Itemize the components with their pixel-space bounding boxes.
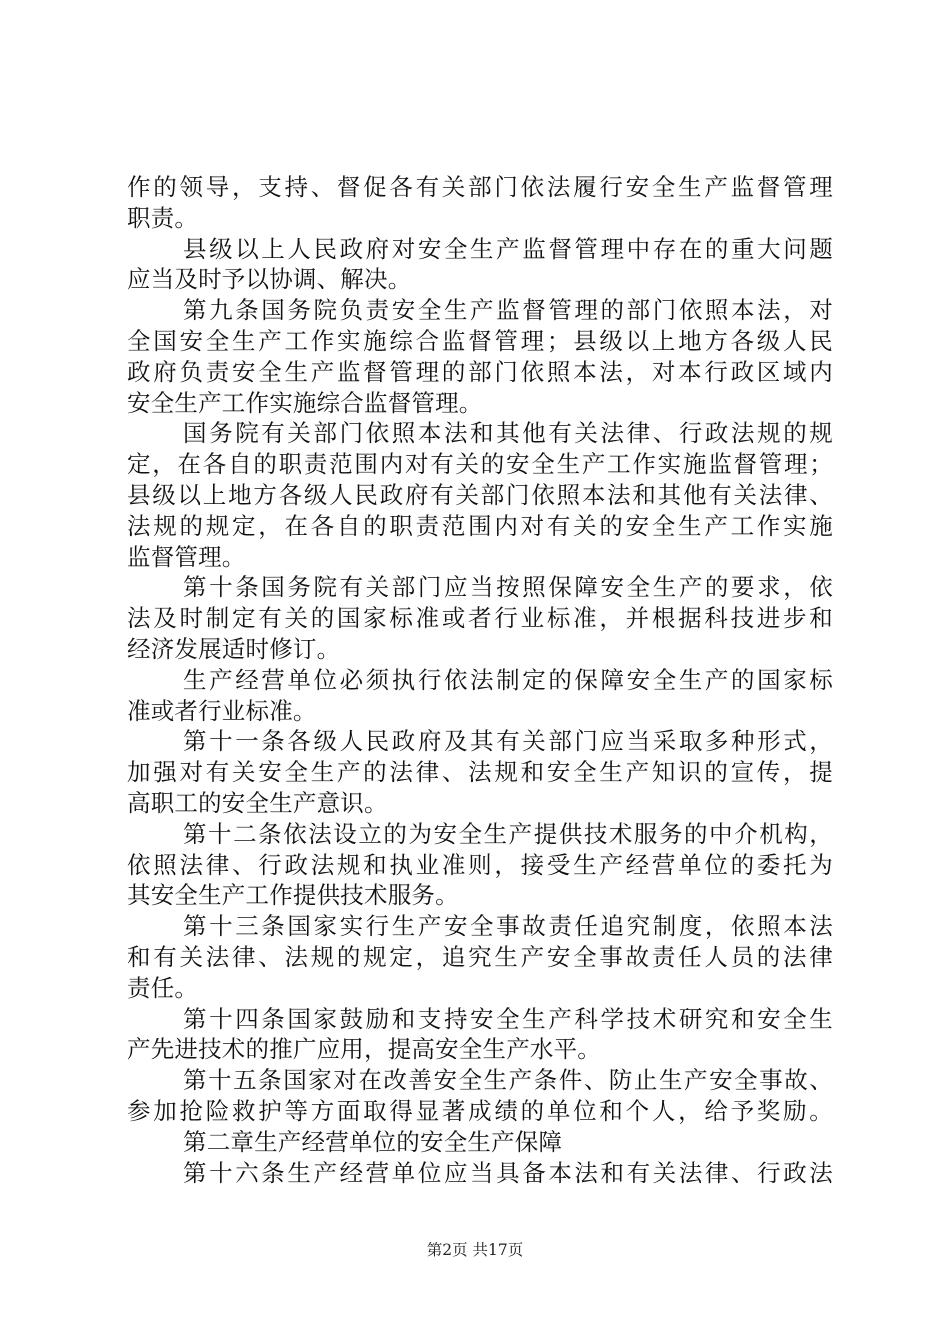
text-line: 参加抢险救护等方面取得显著成绩的单位和个人，给予奖励。 xyxy=(127,1096,833,1125)
body-text xyxy=(127,172,833,1188)
text-line: 其安全生产工作提供技术服务。 xyxy=(127,881,459,910)
text-line: 全国安全生产工作实施综合监督管理；县级以上地方各级人民 xyxy=(127,326,833,355)
text-line: 应当及时予以协调、解决。 xyxy=(127,265,412,294)
text-line: 第十三条国家实行生产安全事故责任追究制度，依照本法 xyxy=(183,912,833,941)
text-line: 和有关法律、法规的规定，追究生产安全事故责任人员的法律 xyxy=(127,942,833,971)
text-line: 法及时制定有关的国家标准或者行业标准，并根据科技进步和 xyxy=(127,604,833,633)
text-line: 监督管理。 xyxy=(127,542,246,571)
text-line: 准或者行业标准。 xyxy=(127,696,317,725)
text-line: 县级以上人民政府对安全生产监督管理中存在的重大问题 xyxy=(183,234,833,263)
text-line: 加强对有关安全生产的法律、法规和安全生产知识的宣传，提 xyxy=(127,758,833,787)
text-line: 法规的规定，在各自的职责范围内对有关的安全生产工作实施 xyxy=(127,511,833,540)
text-line: 高职工的安全生产意识。 xyxy=(127,788,388,817)
text-line: 第十五条国家对在改善安全生产条件、防止生产安全事故、 xyxy=(183,1066,833,1095)
text-line: 职责。 xyxy=(127,203,199,232)
text-line: 第十六条生产经营单位应当具备本法和有关法律、行政法 xyxy=(183,1158,833,1187)
text-line: 作的领导，支持、督促各有关部门依法履行安全生产监督管理 xyxy=(127,173,833,201)
text-line: 国务院有关部门依照本法和其他有关法律、行政法规的规 xyxy=(183,419,833,448)
text-line: 定，在各自的职责范围内对有关的安全生产工作实施监督管理； xyxy=(127,450,833,479)
page-number: 第2页 共17页 xyxy=(426,1241,524,1259)
text-line: 第九条国务院负责安全生产监督管理的部门依照本法，对 xyxy=(183,296,833,325)
text-line: 依照法律、行政法规和执业准则，接受生产经营单位的委托为 xyxy=(127,850,833,879)
text-line: 县级以上地方各级人民政府有关部门依照本法和其他有关法律、 xyxy=(127,480,833,509)
text-line: 政府负责安全生产监督管理的部门依照本法，对本行政区域内 xyxy=(127,357,833,386)
text-line: 第十一条各级人民政府及其有关部门应当采取多种形式， xyxy=(183,727,833,756)
text-line: 第十四条国家鼓励和支持安全生产科学技术研究和安全生 xyxy=(183,1004,833,1033)
text-line: 生产经营单位必须执行依法制定的保障安全生产的国家标 xyxy=(183,665,833,694)
text-line: 产先进技术的推广应用，提高安全生产水平。 xyxy=(127,1035,601,1064)
text-line: 第十二条依法设立的为安全生产提供技术服务的中介机构， xyxy=(183,819,833,848)
text-line: 经济发展适时修订。 xyxy=(127,634,341,663)
text-line: 安全生产工作实施综合监督管理。 xyxy=(127,388,483,417)
text-line: 责任。 xyxy=(127,973,199,1002)
chapter-heading: 第二章生产经营单位的安全生产保障 xyxy=(183,1127,563,1156)
text-line: 第十条国务院有关部门应当按照保障安全生产的要求，依 xyxy=(183,573,833,602)
